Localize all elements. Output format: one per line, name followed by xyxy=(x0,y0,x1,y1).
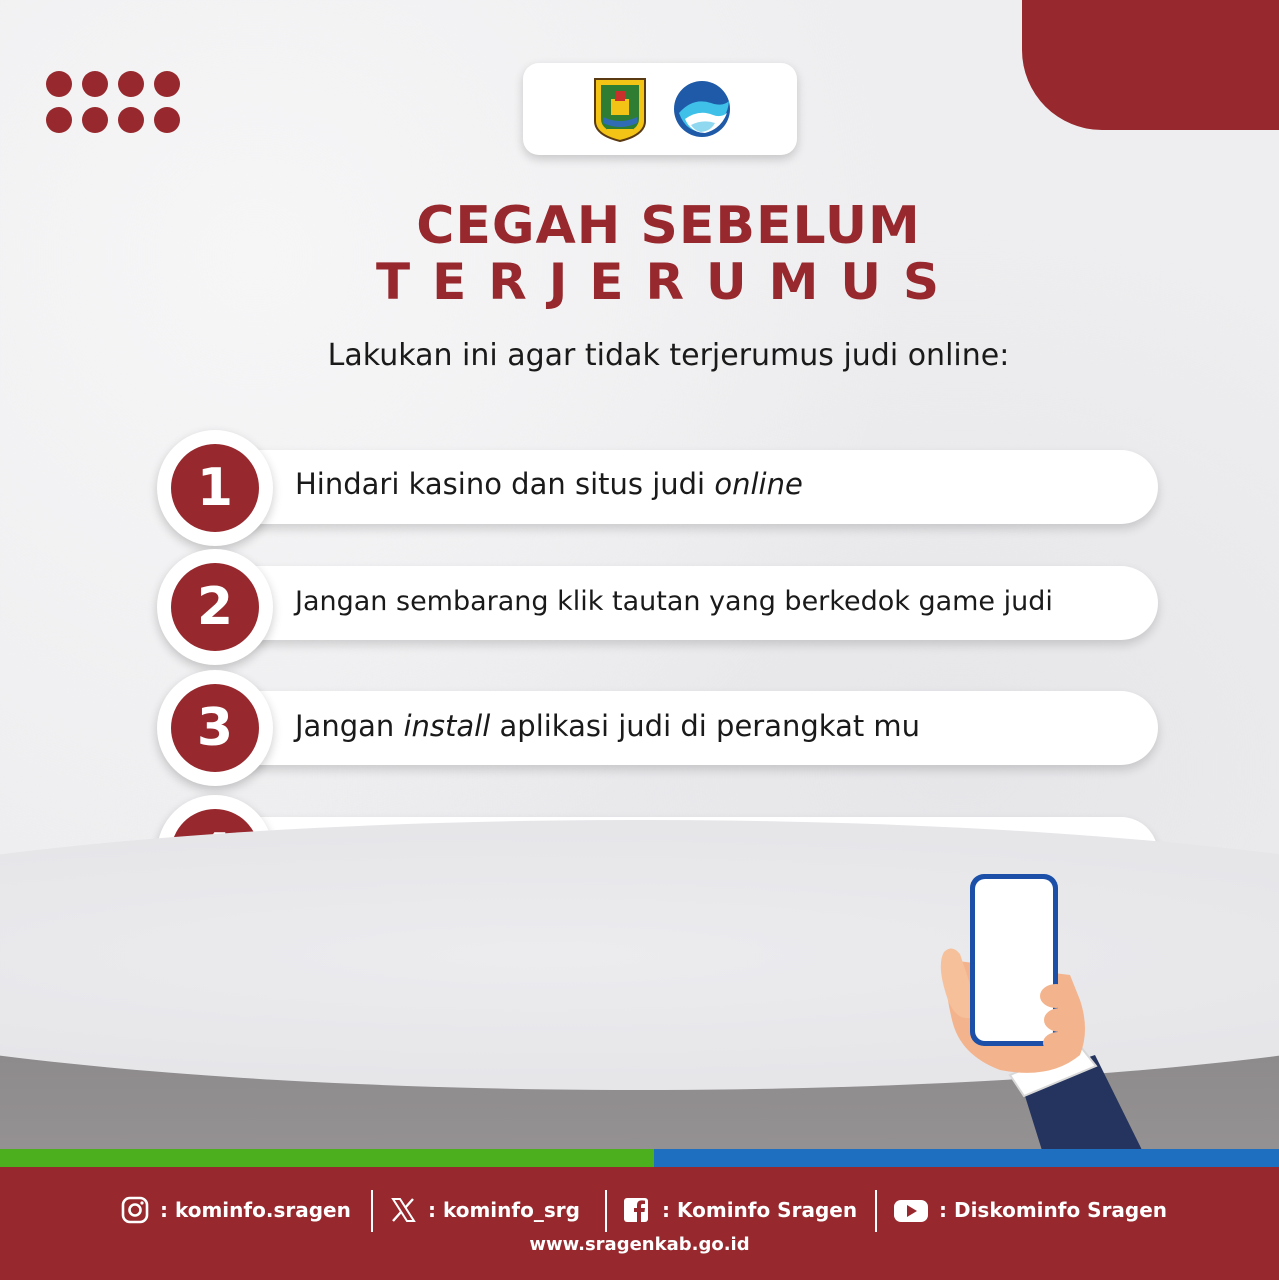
dot xyxy=(46,107,72,133)
step-3-text-after: aplikasi judi di perangkat mu xyxy=(490,709,921,743)
x-handle: : kominfo_srg xyxy=(428,1198,580,1222)
step-3-text xyxy=(295,709,920,743)
footer-divider xyxy=(875,1190,877,1232)
x-link[interactable] xyxy=(388,1195,580,1225)
youtube-channel: : Diskominfo Sragen xyxy=(939,1198,1168,1222)
dot-grid-decoration xyxy=(46,71,180,135)
facebook-icon xyxy=(622,1195,652,1225)
step-2-badge xyxy=(157,549,273,665)
step-1-number: 1 xyxy=(171,444,259,532)
instagram-handle: : kominfo.sragen xyxy=(160,1198,351,1222)
logo-card xyxy=(523,63,797,155)
dot xyxy=(154,107,180,133)
kominfo-logo-icon xyxy=(671,79,733,139)
website-link[interactable]: www.sragenkab.go.id xyxy=(529,1234,750,1255)
youtube-icon xyxy=(893,1195,929,1225)
step-1-text-italic: online xyxy=(714,467,803,501)
page-title-line2: TERJERUMUS xyxy=(376,253,961,311)
page-subtitle: Lakukan ini agar tidak terjerumus judi online: xyxy=(327,338,1010,373)
youtube-link[interactable] xyxy=(893,1195,1167,1225)
sragen-emblem-icon xyxy=(593,77,647,143)
corner-decoration xyxy=(1022,0,1279,130)
step-1-badge xyxy=(157,430,273,546)
facebook-page: : Kominfo Sragen xyxy=(662,1198,858,1222)
footer-divider xyxy=(605,1190,607,1232)
dot xyxy=(154,71,180,97)
step-1-text-main: Hindari kasino dan situs judi xyxy=(295,467,715,501)
hand-holding-phone-icon xyxy=(930,870,1150,1160)
dot xyxy=(118,107,144,133)
dot xyxy=(82,107,108,133)
facebook-link[interactable] xyxy=(622,1195,857,1225)
dot xyxy=(46,71,72,97)
step-3-text-italic: install xyxy=(403,709,491,743)
instagram-icon xyxy=(120,1195,150,1225)
footer-divider xyxy=(371,1190,373,1232)
x-icon xyxy=(388,1195,418,1225)
step-1-text xyxy=(295,467,803,501)
step-2-number: 2 xyxy=(171,563,259,651)
footer-stripe-green xyxy=(0,1149,654,1167)
step-2-text: Jangan sembarang klik tautan yang berkedok game judi xyxy=(295,586,1053,617)
step-3-number: 3 xyxy=(171,684,259,772)
footer-stripe-blue xyxy=(654,1149,1279,1167)
dot xyxy=(82,71,108,97)
step-3-text-before: Jangan xyxy=(295,709,404,743)
step-3-badge xyxy=(157,670,273,786)
dot xyxy=(118,71,144,97)
page-title-line1: CEGAH SEBELUM xyxy=(416,196,921,256)
instagram-link[interactable] xyxy=(120,1195,351,1225)
